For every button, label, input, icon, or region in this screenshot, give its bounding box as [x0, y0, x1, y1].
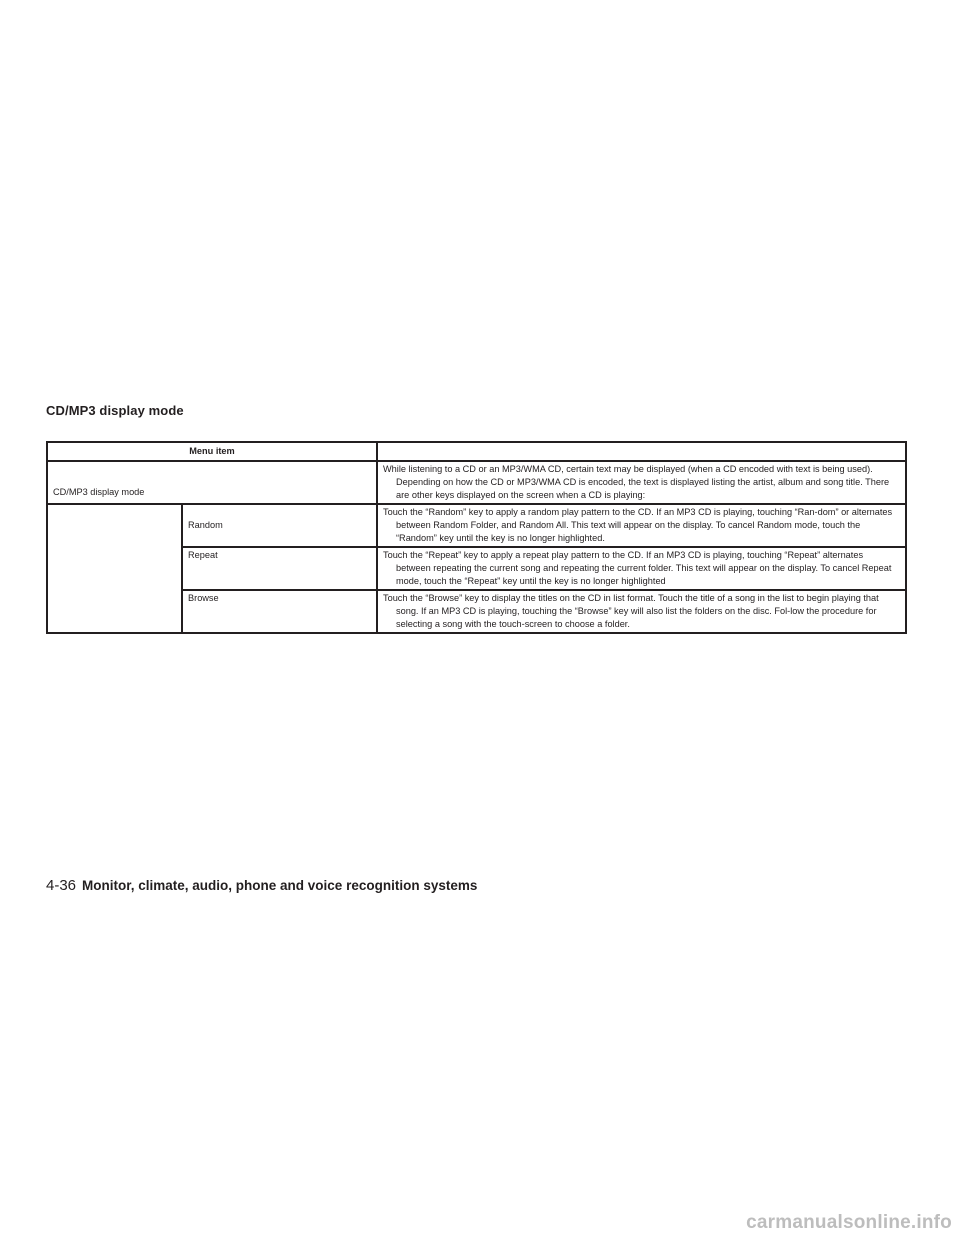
header-action: [377, 442, 906, 461]
table-header-row: [47, 442, 906, 461]
table-row: [47, 461, 906, 504]
sub-item-description-random: Touch the “Random” key to apply a random play pattern to the CD. If an MP3 CD is playing, touching “Ran-dom” or alternates between Random Folder, and Random All. This text will appear on the display. To cancel Random mode, touch the “Random” key until the key is no longer highlighted.: [377, 504, 906, 547]
page-number: 4-36: [46, 877, 77, 894]
sub-item-description-browse: Touch the “Browse” key to display the titles on the CD in list format. Touch the title of a song in the list to begin playing that song. If an MP3 CD is playing, touching the “Browse” key will also list the folders on the disc. Fol-low the procedure for selecting a song with the touch-screen to choose a folder.: [377, 590, 906, 633]
sub-item-label-random: Random: [182, 504, 377, 547]
chapter-title: Monitor, climate, audio, phone and voice recognition systems: [82, 878, 478, 893]
page-footer: [46, 877, 477, 894]
watermark: carmanualsonline.info: [746, 1212, 952, 1233]
section-heading: CD/MP3 display mode: [46, 403, 184, 418]
sub-item-description-repeat: Touch the “Repeat” key to apply a repeat play pattern to the CD. If an MP3 CD is playing, touching “Repeat” alternates between repeating the current song and repeating the current folder. This text will appear on the display. To cancel Repeat mode, touch the “Repeat” key until the key is no longer highlighted: [377, 547, 906, 590]
main-item-label: CD/MP3 display mode: [47, 461, 377, 504]
sub-item-label-repeat: Repeat: [182, 547, 377, 590]
main-item-description: While listening to a CD or an MP3/WMA CD, certain text may be displayed (when a CD encoded with text is being used). Depending on how the CD or MP3/WMA CD is encoded, the text is displayed listing the artist, album and song title. There are other keys displayed on the screen when a CD is playing:: [377, 461, 906, 504]
table-empty-cell: [47, 504, 182, 633]
header-menu-item: Menu item: [47, 442, 377, 461]
menu-table: [46, 441, 907, 634]
sub-item-label-browse: Browse: [182, 590, 377, 633]
table-row: [47, 504, 906, 547]
